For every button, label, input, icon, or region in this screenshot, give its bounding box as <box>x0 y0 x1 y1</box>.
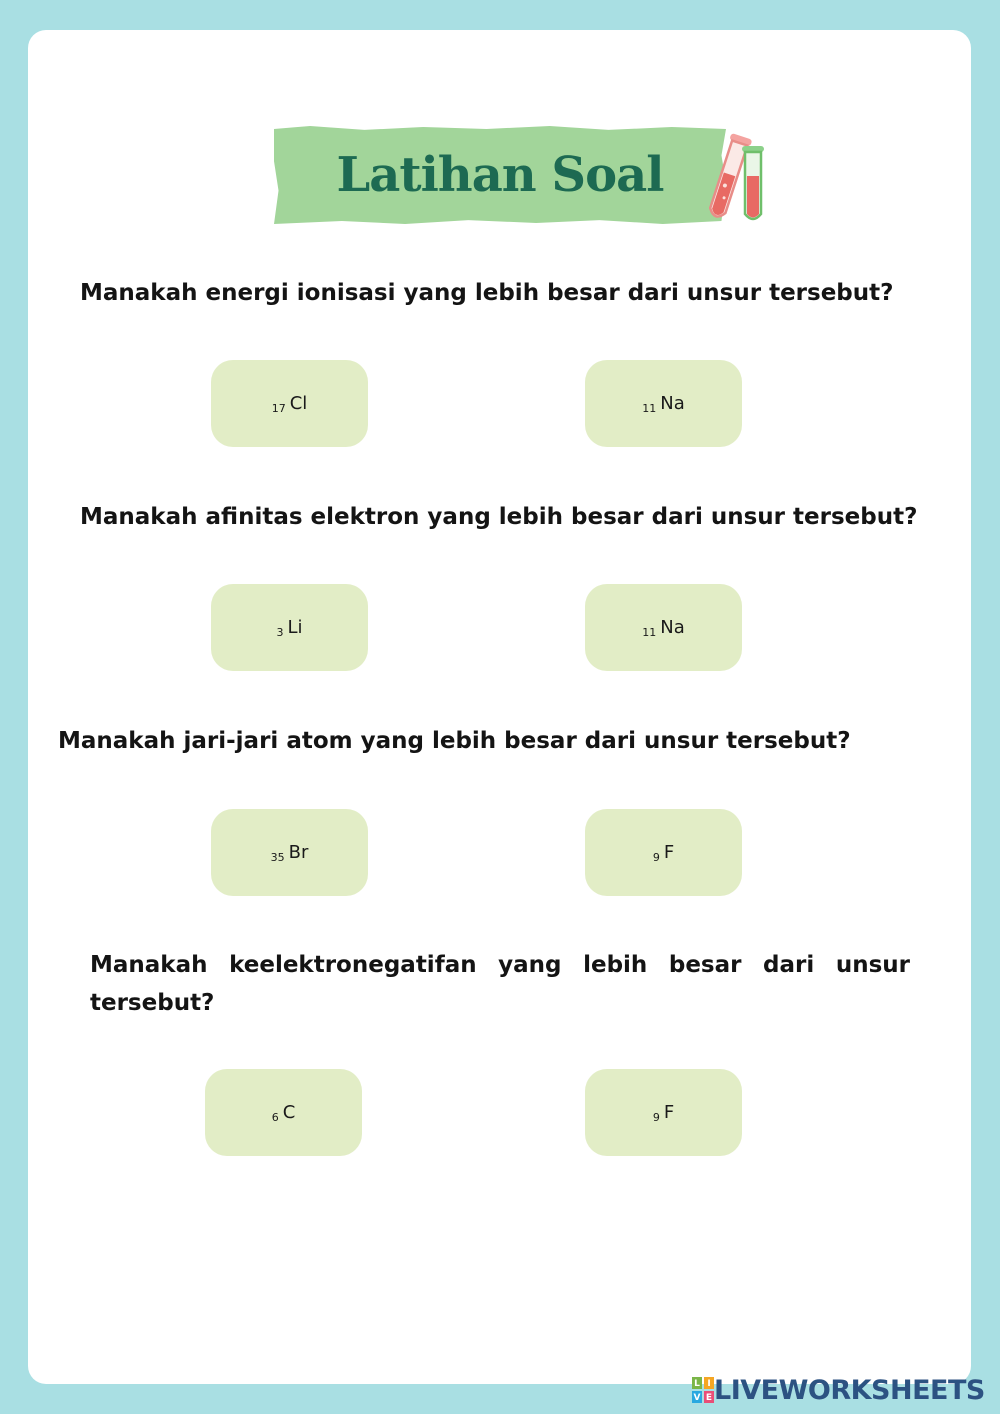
element-symbol: Br <box>288 842 309 863</box>
brand-name: LIVEWORKSHEETS <box>714 1374 985 1406</box>
atomic-number: 3 <box>276 626 284 639</box>
liveworksheets-brand <box>692 1374 985 1406</box>
question-4-text: Manakah keelektronegatifan yang lebih besar dari unsur tersebut? <box>90 952 910 1016</box>
q2-option-na[interactable] <box>585 584 742 671</box>
logo-letter-v: V <box>693 1393 701 1403</box>
question-2-text: Manakah afinitas elektron yang lebih besar dari unsur tersebut? <box>80 504 918 530</box>
worksheet-page <box>28 30 971 1384</box>
element-symbol: Na <box>660 393 685 414</box>
atomic-number: 9 <box>652 851 660 864</box>
logo-letter-i: I <box>707 1379 711 1389</box>
element-symbol: Na <box>660 617 685 638</box>
q4-option-c[interactable] <box>205 1069 362 1156</box>
logo-letter-e: E <box>705 1393 713 1403</box>
element-symbol: C <box>282 1102 296 1123</box>
element-symbol: Li <box>287 617 303 638</box>
element-symbol: F <box>663 842 675 863</box>
page-title: Latihan Soal <box>336 147 664 203</box>
atomic-number: 35 <box>270 851 285 864</box>
atomic-number: 6 <box>271 1111 279 1124</box>
question-1-text: Manakah energi ionisasi yang lebih besar dari unsur tersebut? <box>80 280 894 306</box>
element-symbol: Cl <box>289 393 308 414</box>
atomic-number: 11 <box>642 402 657 415</box>
logo-letter-l: L <box>694 1379 700 1389</box>
q1-option-cl[interactable] <box>211 360 368 447</box>
atomic-number: 9 <box>652 1111 660 1124</box>
element-symbol: F <box>663 1102 675 1123</box>
q4-option-f[interactable] <box>585 1069 742 1156</box>
test-tubes-icon <box>700 126 770 230</box>
question-3-text: Manakah jari-jari atom yang lebih besar dari unsur tersebut? <box>58 728 851 754</box>
q3-option-f[interactable] <box>585 809 742 896</box>
q3-option-br[interactable] <box>211 809 368 896</box>
q2-option-li[interactable] <box>211 584 368 671</box>
atomic-number: 11 <box>642 626 657 639</box>
liveworksheets-logo-icon <box>692 1377 714 1403</box>
atomic-number: 17 <box>271 402 286 415</box>
q1-option-na[interactable] <box>585 360 742 447</box>
